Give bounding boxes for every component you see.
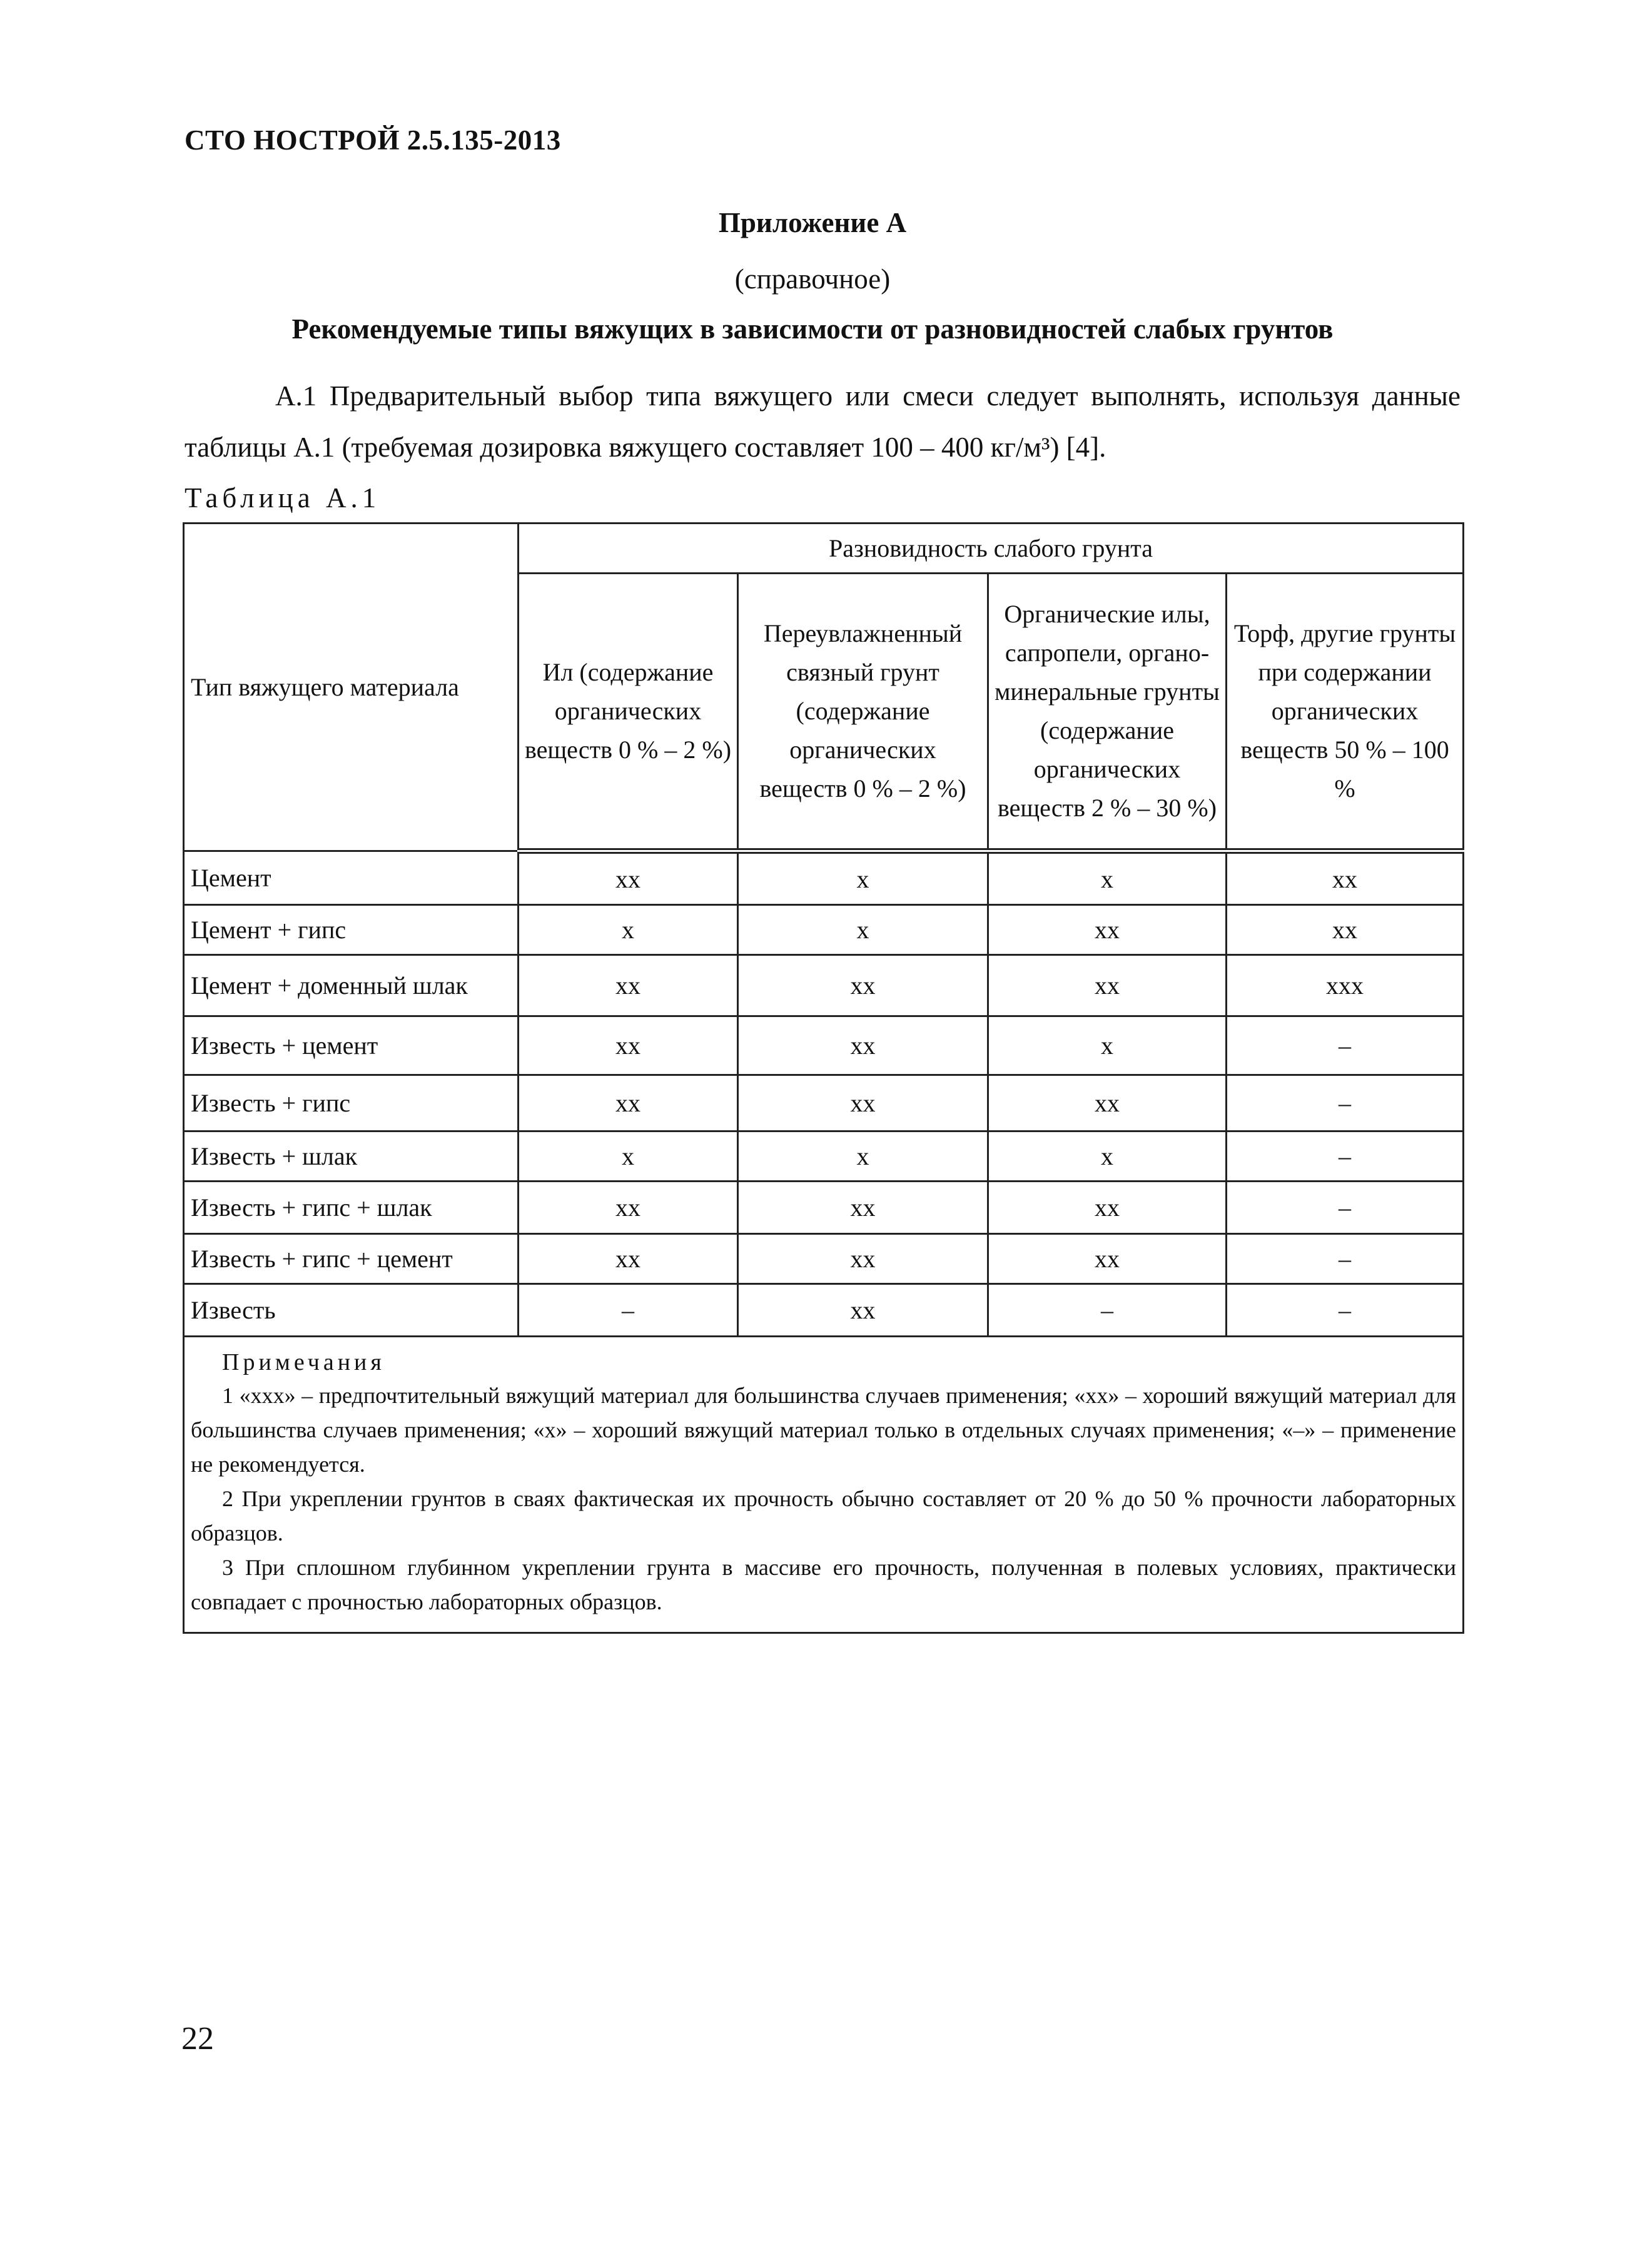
note-item: 1 «ххх» – предпочтительный вяжущий материал для большинства случаев применения; «хх» – хороший вяжущий материал для большинства случаев применения; «х» – хороший вяжущий материал только в отдельных случаях применения; «–» – применение не рекомендуется. <box>191 1383 1457 1477</box>
table-cell: – <box>1227 1075 1464 1131</box>
binder-table <box>183 522 1464 1634</box>
notes-title: Примечания <box>222 1349 385 1375</box>
table-row <box>184 905 1464 955</box>
column-header: Переувлажненный связный грунт (содержание органических веществ 0 % – 2 %) <box>738 574 988 851</box>
table-cell: хх <box>738 1075 988 1131</box>
table-notes <box>184 1337 1464 1633</box>
table-cell: х <box>738 905 988 955</box>
table-row <box>184 851 1464 905</box>
table-cell: – <box>519 1284 738 1337</box>
appendix-title: Приложение А <box>718 207 907 238</box>
note-item: 2 При укреплении грунтов в сваях фактическая их прочность обычно составляет от 20 % до 50 % прочности лабораторных образцов. <box>191 1486 1457 1546</box>
binder-label: Известь + шлак <box>184 1131 519 1182</box>
table-cell: хх <box>519 1234 738 1284</box>
table-cell: хх <box>1227 851 1464 905</box>
table-row <box>184 1234 1464 1284</box>
table-cell: – <box>1227 1234 1464 1284</box>
table-row <box>184 1284 1464 1337</box>
table-cell: х <box>738 1131 988 1182</box>
row-header-cell <box>184 524 519 851</box>
table-cell: хх <box>738 955 988 1016</box>
column-header: Торф, другие грунты при содержании органических веществ 50 % – 100 % <box>1227 574 1464 851</box>
table-cell: х <box>519 905 738 955</box>
table-row <box>184 1182 1464 1234</box>
table-caption: Таблица А.1 <box>185 482 381 514</box>
paragraph-a1: А.1 Предварительный выбор типа вяжущего или смеси следует выполнять, используя данные таблицы А.1 (требуемая дозировка вяжущего составляет 100 – 400 кг/м³) [4]. <box>185 380 1460 463</box>
table-row <box>184 1075 1464 1131</box>
table-cell: хх <box>519 851 738 905</box>
table-cell: х <box>519 1131 738 1182</box>
table-cell: хх <box>988 905 1227 955</box>
page-number: 22 <box>181 2021 214 2057</box>
note-item: 3 При сплошном глубинном укреплении грунта в массиве его прочность, полученная в полевых условиях, практически совпадает с прочностью лабораторных образцов. <box>191 1555 1457 1614</box>
table-cell: – <box>1227 1182 1464 1234</box>
binder-label: Известь + гипс + цемент <box>184 1234 519 1284</box>
table-cell: хх <box>1227 905 1464 955</box>
table-cell: хх <box>988 1075 1227 1131</box>
table-cell: хх <box>519 1182 738 1234</box>
table-cell: хх <box>738 1016 988 1075</box>
column-header: Органические илы, сапропели, органо-минеральные грунты (содержание органических веществ 2 % – 30 %) <box>988 574 1227 851</box>
table-cell: хх <box>519 1075 738 1131</box>
appendix-type: (справочное) <box>734 263 891 295</box>
table-cell: х <box>988 851 1227 905</box>
table-cell: х <box>738 851 988 905</box>
binder-label: Известь + гипс <box>184 1075 519 1131</box>
table-cell: хх <box>988 1234 1227 1284</box>
table-cell: хх <box>988 1182 1227 1234</box>
column-header: Ил (содержание органических веществ 0 % – 2 %) <box>519 574 738 851</box>
table-cell: хх <box>738 1182 988 1234</box>
binder-label: Известь + гипс + шлак <box>184 1182 519 1234</box>
table-cell: ххх <box>1227 955 1464 1016</box>
table-cell: хх <box>519 1016 738 1075</box>
table-cell: – <box>1227 1284 1464 1337</box>
row-header: Тип вяжущего материала <box>191 673 459 701</box>
group-header-cell <box>519 524 1464 574</box>
binder-label: Известь <box>184 1284 519 1337</box>
table-cell: хх <box>519 955 738 1016</box>
binder-label: Цемент <box>184 851 519 905</box>
table-cell: х <box>988 1016 1227 1075</box>
table-row <box>184 955 1464 1016</box>
binder-label: Цемент + гипс <box>184 905 519 955</box>
table-cell: хх <box>738 1284 988 1337</box>
table-cell: хх <box>988 955 1227 1016</box>
table-cell: – <box>988 1284 1227 1337</box>
group-header: Разновидность слабого грунта <box>829 534 1153 562</box>
table-row <box>184 1131 1464 1182</box>
table-cell: х <box>988 1131 1227 1182</box>
table-cell: – <box>1227 1131 1464 1182</box>
binder-label: Известь + цемент <box>184 1016 519 1075</box>
table-row <box>184 1016 1464 1075</box>
document-header: СТО НОСТРОЙ 2.5.135-2013 <box>185 124 561 156</box>
appendix-heading: Рекомендуемые типы вяжущих в зависимости от разновидностей слабых грунтов <box>291 313 1334 345</box>
binder-label: Цемент + доменный шлак <box>184 955 519 1016</box>
table-cell: хх <box>738 1234 988 1284</box>
table-cell: – <box>1227 1016 1464 1075</box>
